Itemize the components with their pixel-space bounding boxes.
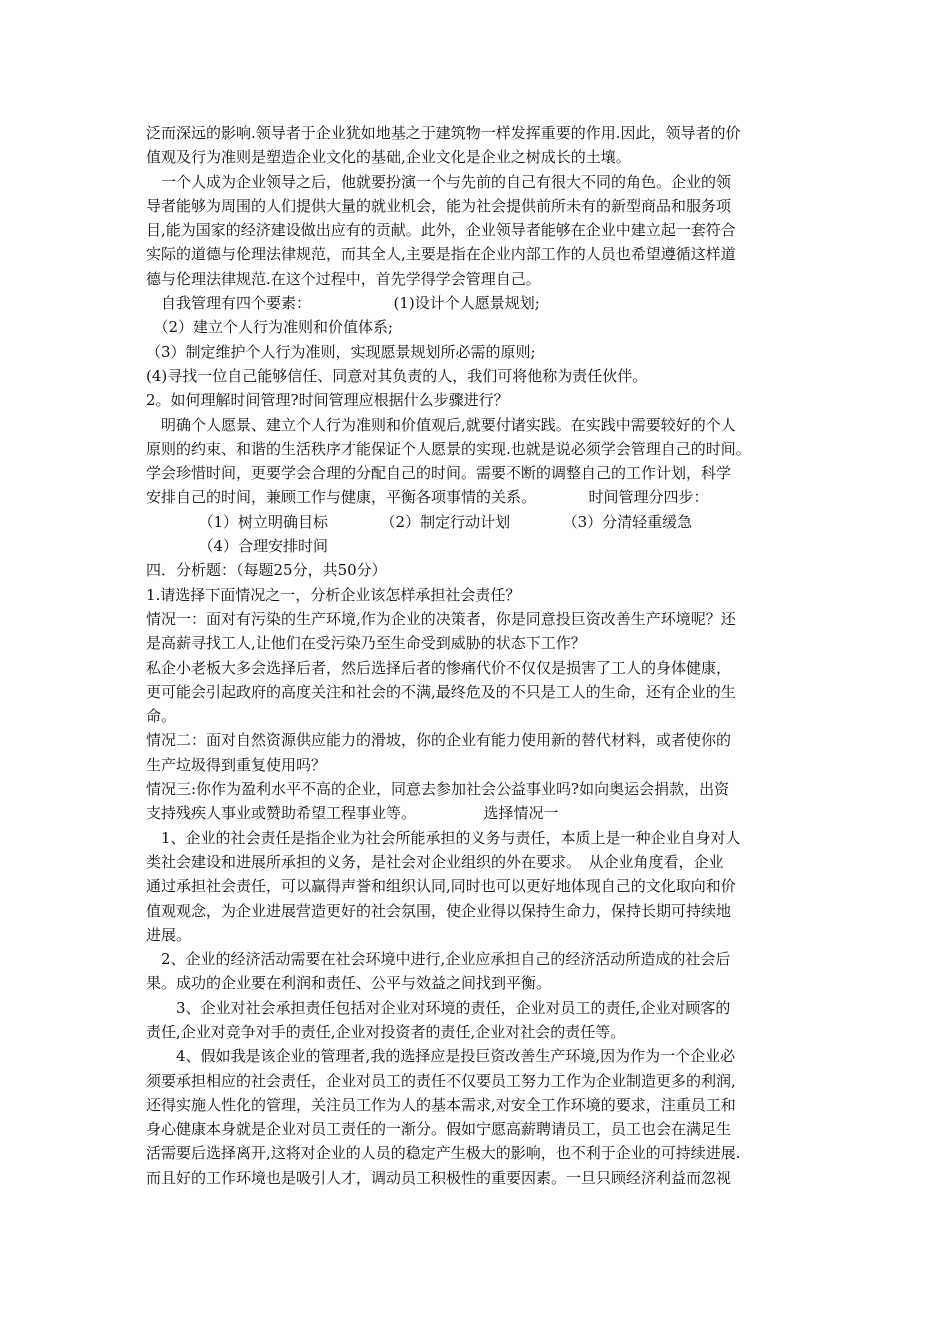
text-line: 而且好的工作环境也是吸引人才，调动员工积极性的重要因素。一旦只顾经济利益而忽视: [146, 1168, 732, 1187]
text-line: 4、假如我是该企业的管理者,我的选择应是投巨资改善生产环境,因为作为一个企业必: [146, 1047, 736, 1066]
text-line: 须要承担相应的社会责任，企业对员工的责任不仅要员工努力工作为企业制造更多的利润,: [146, 1071, 736, 1090]
text-line: 2。如何理解时间管理?时间管理应根据什么步骤进行？: [146, 391, 509, 410]
text-line: 明确个人愿景、建立个人行为准则和价值观后,就要付诸实践。在实践中需要较好的个人: [146, 415, 736, 434]
text-line: 德与伦理法律规范.在这个过程中，首先学得学会管理自己。: [146, 269, 541, 288]
text-line: 实际的道德与伦理法律规范，而其全人,主要是指在企业内部工作的人员也希望遵循这样道: [146, 245, 736, 264]
text-line: (4)寻找一位自己能够信任、同意对其负责的人，我们可将他称为责任伙伴。: [146, 366, 648, 385]
text-line: 安排自己的时间，兼顾工作与健康，平衡各项事情的关系。 时间管理分四步：: [146, 488, 709, 507]
text-line: 类社会建设和进展所承担的义务，是社会对企业组织的外在要求。 从企业角度看，企业: [146, 852, 724, 871]
text-line: （1）树立明确目标 （2）制定行动计划 （3）分清轻重缓急: [146, 512, 693, 531]
text-line: 活需要后选择离开,这将对企业的人员的稳定产生极大的影响，也不利于企业的可持续进展.: [146, 1144, 741, 1163]
text-line: 身心健康本身就是企业对员工责任的一渐分。假如宁愿高薪聘请员工，员工也会在满足生: [146, 1120, 732, 1139]
text-line: 命。: [146, 707, 177, 726]
text-line: 私企小老板大多会选择后者，然后选择后者的惨痛代价不仅仅是损害了工人的身体健康，: [146, 658, 732, 677]
text-line: 导者能够为周围的人们提供大量的就业机会，能为社会提供前所未有的新型商品和服务项: [146, 196, 732, 215]
text-line: 生产垃圾得到重复使用吗？: [146, 755, 327, 774]
text-line: 3、企业对社会承担责任包括对企业对环境的责任，企业对员工的责任,企业对顾客的: [146, 998, 731, 1017]
text-line: 情况二：面对自然资源供应能力的滑坡，你的企业有能力使用新的替代材料，或者使你的: [146, 731, 732, 750]
text-line: 目,能为国家的经济建设做出应有的贡献。此外，企业领导者能够在企业中建立起一套符合: [146, 221, 736, 240]
text-line: 2、企业的经济活动需要在社会环境中进行,企业应承担自己的经济活动所造成的社会后: [146, 950, 731, 969]
text-line: 进展。: [146, 925, 192, 944]
text-line: 是高薪寻找工人,让他们在受污染乃至生命受到威胁的状态下工作？: [146, 634, 586, 653]
text-line: 情况三:你作为盈利水平不高的企业，同意去参加社会公益事业吗?如向奥运会捐款，出资: [146, 780, 730, 799]
text-line: 1、企业的社会责任是指企业为社会所能承担的义务与责任，本质上是一种企业自身对人: [146, 828, 741, 847]
document-page: [146, 121, 810, 1190]
text-line: 情况一：面对有污染的生产环境,作为企业的决策者，你是同意投巨资改善生产环境呢？还: [146, 609, 736, 628]
text-line: 学会珍惜时间，更要学会合理的分配自己的时间。需要不断的调整自己的工作计划，科学: [146, 464, 732, 483]
text-line: 值观及行为准则是塑造企业文化的基础,企业文化是企业之树成长的土壤。: [146, 148, 631, 167]
text-line: 还得实施人性化的管理，关注员工作为人的基本需求,对安全工作环境的要求，注重员工和: [146, 1095, 736, 1114]
text-line: 原则的约束、和谐的生活秩序才能保证个人愿景的实现.也就是说必须学会管理自己的时间。: [146, 439, 751, 458]
text-line: 自我管理有四个要素： (1)设计个人愿景规划;: [146, 294, 540, 313]
text-line: （2）建立个人行为准则和价值体系;: [146, 318, 394, 337]
text-line: 责任,企业对竞争对手的责任,企业对投资者的责任,企业对社会的责任等。: [146, 1022, 626, 1041]
text-line: 四．分析题：（每题25分，共50分）: [146, 561, 387, 580]
text-line: 值观观念，为企业进展营造更好的社会氛围，使企业得以保持生命力，保持长期可持续地: [146, 901, 732, 920]
text-line: 1.请选择下面情况之一，分析企业该怎样承担社会责任？: [146, 585, 521, 604]
text-line: 果。成功的企业要在利润和责任、公平与效益之间找到平衡。: [146, 974, 552, 993]
text-line: 更可能会引起政府的高度关注和社会的不满,最终危及的不只是工人的生命，还有企业的生: [146, 682, 736, 701]
text-line: （4）合理安排时间: [146, 537, 329, 556]
text-line: 支持残疾人事业或赞助希望工程事业等。 选择情况一: [146, 804, 559, 823]
text-line: 一个人成为企业领导之后，他就要扮演一个与先前的自己有很大不同的角色。企业的领: [146, 172, 732, 191]
text-line: 通过承担社会责任，可以赢得声誉和组织认同,同时也可以更好地体现自己的文化取向和价: [146, 877, 736, 896]
text-line: 泛而深远的影响.领导者于企业犹如地基之于建筑物一样发挥重要的作用.因此，领导者的价: [146, 124, 741, 142]
text-line: （3）制定维护个人行为准则，实现愿景规划所必需的原则;: [146, 342, 536, 361]
